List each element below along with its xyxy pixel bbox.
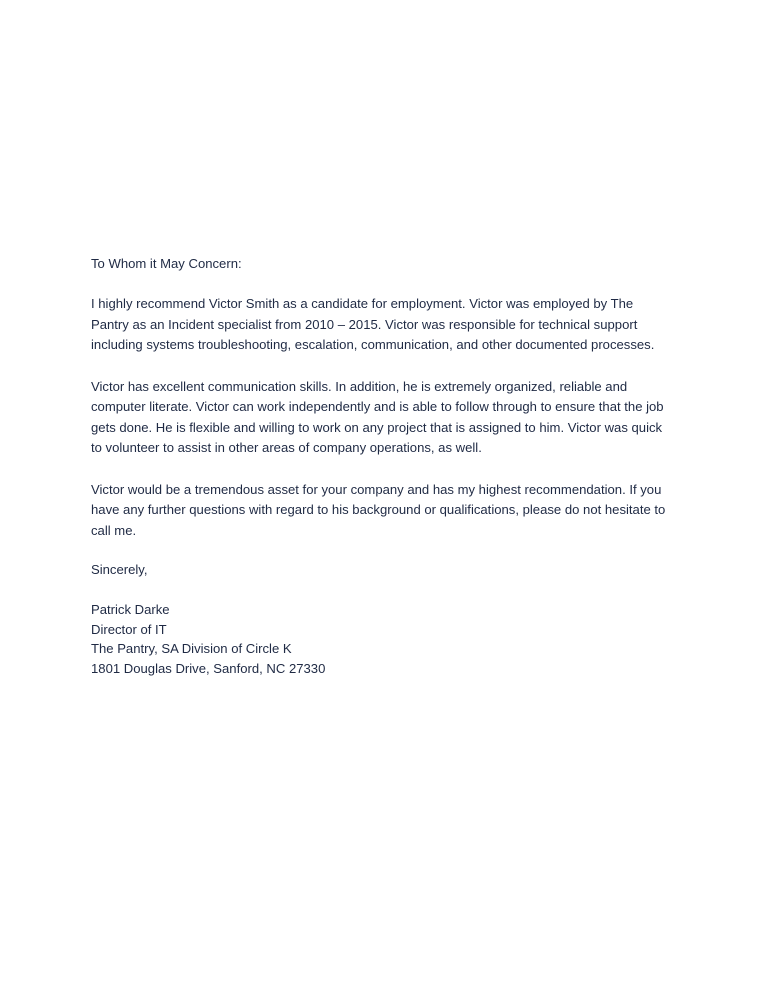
paragraph-line: Pantry as an Incident specialist from 2010 – 2015. Victor was responsible for technical support <box>91 316 638 332</box>
salutation: To Whom it May Concern: <box>91 256 242 271</box>
paragraph-line: including systems troubleshooting, escalation, communication, and other documented processes. <box>91 337 655 352</box>
paragraph-line: Victor has excellent communication skills. In addition, he is extremely organized, reliable and <box>91 378 628 394</box>
paragraph-skills <box>91 377 681 459</box>
signer-address: 1801 Douglas Drive, Sanford, NC 27330 <box>91 660 326 676</box>
signer-title: Director of IT <box>91 621 167 637</box>
signature-block <box>91 600 681 678</box>
paragraph-line: Victor would be a tremendous asset for your company and has my highest recommendation. If you <box>91 481 662 497</box>
spacer <box>91 580 681 600</box>
paragraph-line: to volunteer to assist in other areas of company operations, as well. <box>91 440 482 455</box>
paragraph-employment <box>91 294 681 356</box>
signer-company: The Pantry, SA Division of Circle K <box>91 641 292 656</box>
paragraph-line: gets done. He is flexible and willing to work on any project that is assigned to him. Victor was quick <box>91 419 663 435</box>
spacer <box>91 541 681 560</box>
paragraph-line: computer literate. Victor can work independently and is able to follow through to ensure that the job <box>91 399 664 414</box>
paragraph-line: have any further questions with regard to his background or qualifications, please do not hesitate to <box>91 502 666 517</box>
spacer <box>91 459 681 480</box>
paragraph-line: call me. <box>91 522 137 538</box>
paragraph-line: I highly recommend Victor Smith as a candidate for employment. Victor was employed by The <box>91 296 634 311</box>
paragraph-recommendation <box>91 480 681 542</box>
signer-name: Patrick Darke <box>91 602 170 617</box>
closing: Sincerely, <box>91 562 148 577</box>
spacer <box>91 274 681 294</box>
spacer <box>91 356 681 377</box>
letter-body <box>91 254 681 678</box>
